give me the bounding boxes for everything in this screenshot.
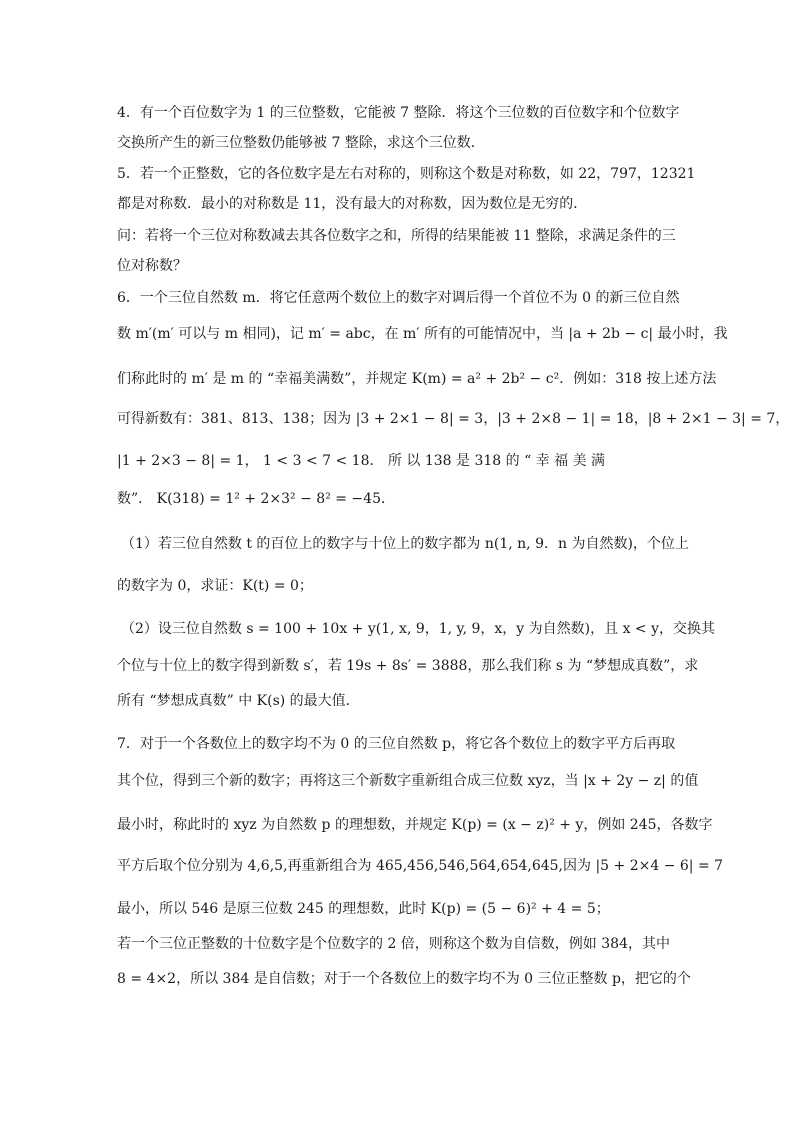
text-line-21: 平方后取个位分别为 4,6,5,再重新组合为 465,456,546,564,654,645,因为 |5 + 2×4 − 6| = 7 <box>117 858 724 874</box>
text-line-18: 7．对于一个各数位上的数字均不为 0 的三位自然数 p，将它各个数位上的数字平方后再取 <box>117 736 676 752</box>
text-line-5: 问：若将一个三位对称数减去其各位数字之和，所得的结果能被 11 整除，求满足条件的三 <box>117 228 676 244</box>
text-line-1: 4．有一个百位数字为 1 的三位整数，它能被 7 整除．将这个三位数的百位数字和个位数字 <box>117 105 680 121</box>
text-line-3: 5．若一个正整数，它的各位数字是左右对称的，则称这个数是对称数，如 22，797，12321 <box>117 166 696 182</box>
text-line-24: 8 = 4×2，所以 384 是自信数；对于一个各数位上的数字均不为 0 三位正整数 p，把它的个 <box>117 971 691 987</box>
text-line-23: 若一个三位正整数的十位数字是个位数字的 2 倍，则称这个数为自信数，例如 384，其中 <box>117 936 670 952</box>
text-line-10: 可得新数有：381、813、138；因为 |3 + 2×1 − 8| = 3，|3 + 2×8 − 1| = 18，|8 + 2×1 − 3| = 7， <box>117 411 790 427</box>
text-line-19: 其个位，得到三个新的数字；再将这三个新数字重新组合成三位数 xyz，当 |x + 2y − z| 的值 <box>117 773 699 789</box>
text-line-6: 位对称数？ <box>117 258 187 274</box>
text-line-20: 最小时，称此时的 xyz 为自然数 p 的理想数，并规定 K(p) = (x − z)² + y，例如 245，各数字 <box>117 817 713 833</box>
text-line-22: 最小，所以 546 是原三位数 245 的理想数，此时 K(p) = (5 − 6)² + 4 = 5； <box>117 901 610 917</box>
text-line-7: 6．一个三位自然数 m．将它任意两个数位上的数字对调后得一个首位不为 0 的新三位自然 <box>117 290 680 306</box>
text-line-16: 个位与十位上的数字得到新数 s′，若 19s + 8s′ = 3888，那么我们称 s 为 “梦想成真数”，求 <box>117 658 699 674</box>
text-line-9: 们称此时的 m′ 是 m 的 “幸福美满数”，并规定 K(m) = a² + 2b² − c²．例如：318 按上述方法 <box>117 371 717 387</box>
text-line-4: 都是对称数．最小的对称数是 11，没有最大的对称数，因为数位是无穷的． <box>117 196 588 212</box>
text-line-11: |1 + 2×3 − 8| = 1， 1 < 3 < 7 < 18． 所 以 138 是 318 的 “ 幸 福 美 满 <box>117 453 606 469</box>
text-line-17: 所有 “梦想成真数” 中 K(s) 的最大值． <box>117 693 360 709</box>
text-line-8: 数 m′(m′ 可以与 m 相同)，记 m′ = abc，在 m′ 所有的可能情况中，当 |a + 2b − c| 最小时，我 <box>117 326 728 342</box>
text-line-2: 交换所产生的新三位整数仍能够被 7 整除，求这个三位数． <box>117 135 485 151</box>
text-line-12: 数”． K(318) = 1² + 2×3² − 8² = −45． <box>117 491 395 507</box>
text-line-13: （1）若三位自然数 t 的百位上的数字与十位上的数字都为 n(1, n, 9．n 为自然数)，个位上 <box>121 536 689 552</box>
text-line-15: （2）设三位自然数 s = 100 + 10x + y(1, x, 9，1, y, 9，x，y 为自然数)，且 x < y，交换其 <box>121 621 716 637</box>
text-line-14: 的数字为 0，求证：K(t) = 0； <box>117 578 313 594</box>
